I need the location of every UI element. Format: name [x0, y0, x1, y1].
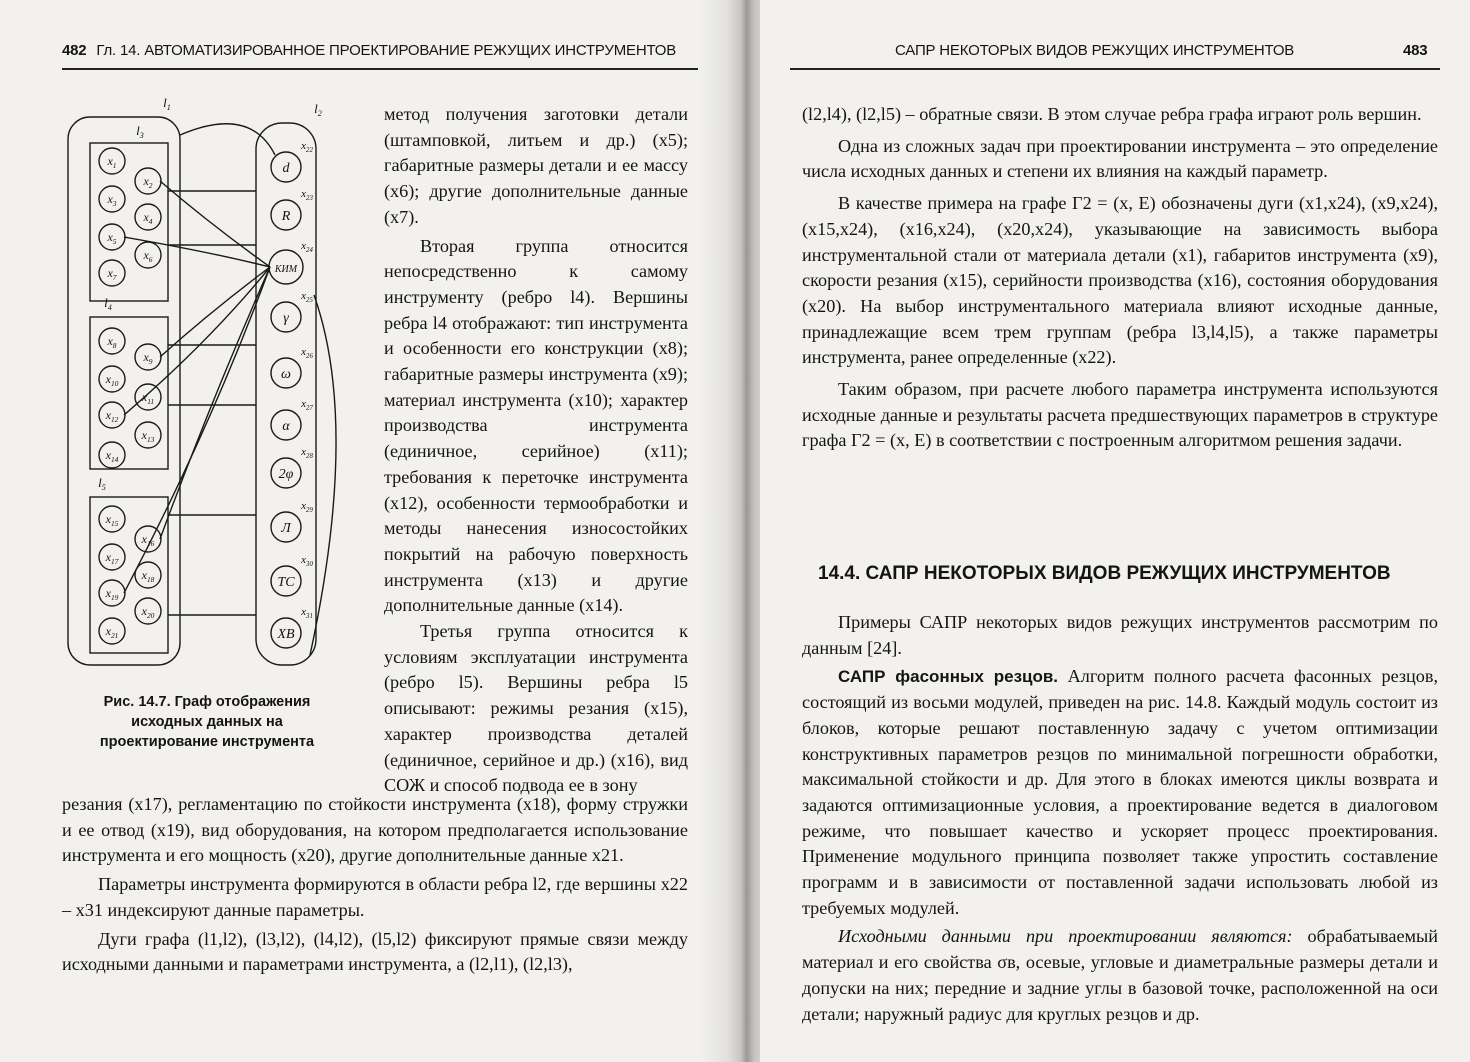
group-label-l2: $l_2$ [314, 101, 322, 118]
node-label-x15: $x_{15}$ [105, 512, 119, 528]
right-paragraph-4: Таким образом, при расчете любого параметра инструмента используются исходные данные и результаты расчета предшествующих параметров в структуре графа Г2 = (x, E) в соответствии с построенным алгоритмом решения задачи. [802, 379, 1438, 451]
edge-label-x25: $x_{25}$ [301, 290, 313, 304]
node-label-x14: $x_{14}$ [105, 448, 119, 464]
node-label-x19: $x_{19}$ [105, 586, 119, 602]
node-label-x3: $x_3$ [107, 192, 117, 208]
node-label-КИМ: КИМ [274, 264, 298, 275]
right-header-title: САПР НЕКОТОРЫХ ВИДОВ РЕЖУЩИХ ИНСТРУМЕНТОВ [895, 42, 1295, 59]
column-paragraph-3: Третья группа относится к условиям эксплуатации инструмента (ребро l5). Вершины ребра l5 описывают: режимы резания (x15), характер производства деталей (единичное, серийное и др.) (x16), вид СОЖ и способ подвода ее в зону [384, 621, 688, 796]
left-page-number: 482 [62, 42, 87, 59]
node-label-x17: $x_{17}$ [105, 550, 119, 566]
edge-label-x31: $x_{31}$ [301, 606, 313, 620]
node-label-x6: $x_6$ [143, 248, 153, 264]
left-running-head [62, 42, 676, 59]
node-label-x13: $x_{13}$ [141, 428, 155, 444]
node-label-x12: $x_{12}$ [105, 408, 119, 424]
edge-label-x22: $x_{22}$ [301, 140, 313, 154]
node-label-x8: $x_8$ [107, 334, 117, 350]
right-header-rule [790, 68, 1440, 70]
right-page-number: 483 [1403, 42, 1428, 59]
left-header-rule [62, 68, 698, 70]
group-label-l4: $l_4$ [104, 295, 112, 312]
edge-label-x23: $x_{23}$ [301, 188, 313, 202]
edge-label-x28: $x_{28}$ [301, 446, 313, 460]
node-label-ω: ω [281, 367, 291, 382]
edge-label-x24: $x_{24}$ [301, 240, 313, 254]
node-label-x16: $x_{16}$ [141, 532, 155, 548]
figure-14-7-graph [60, 95, 380, 675]
full-paragraph-2: Параметры инструмента формируются в области ребра l2, где вершины x22 – x31 индексируют данные параметры. [62, 874, 688, 920]
full-paragraph-3: Дуги графа (l1,l2), (l3,l2), (l4,l2), (l5,l2) фиксируют прямые связи между исходными данными и параметрами инструмента, а (l2,l1), (l2,l3), [62, 928, 688, 975]
right-paragraph-3: В качестве примера на графе Г2 = (x, E) обозначены дуги (x1,x24), (x9,x24), (x15,x24), (x16,x24), (x20,x24), указывающие на зависимость выбора инструментальной стали от материала детали (x1), габаритов инструмента (x9), скорости резания (x15), серийности производства (x16), состояния оборудования (x20). На выбор инструментального материала влияют исходные данные, принадлежащие всем трем группам (ребра l3,l4,l5), а также параметры инструмента, ранее определенные (x22). [802, 193, 1438, 368]
italic-lead: Исходными данными при проектировании являются: [838, 926, 1293, 947]
group-label-l1: $l_1$ [163, 95, 171, 112]
node-label-x9: $x_9$ [143, 350, 153, 366]
node-label-x10: $x_{10}$ [105, 372, 119, 388]
node-label-x4: $x_4$ [143, 210, 153, 226]
left-page [0, 0, 727, 1062]
left-column-text [384, 102, 688, 799]
right-paragraph-6 [802, 664, 1438, 921]
node-label-2φ: 2φ [278, 467, 294, 482]
right-page [760, 0, 1470, 1062]
group-label-l5: $l_5$ [98, 475, 106, 492]
feedback-arc-2 [310, 295, 336, 655]
node-label-α: α [282, 419, 290, 434]
right-paragraph-5: Примеры САПР некоторых видов режущих инструментов рассмотрим по данным [24]. [802, 612, 1438, 658]
node-label-x11: $x_{11}$ [141, 390, 155, 406]
edge-label-x29: $x_{29}$ [301, 500, 313, 514]
right-text-bottom [802, 610, 1438, 1027]
column-paragraph-1: метод получения заготовки детали (штамповкой, литьем и др.) (x5); габаритные размеры детали и ее массу (x6); другие дополнительные данные (x7). [384, 104, 688, 227]
section-heading: 14.4. САПР НЕКОТОРЫХ ВИДОВ РЕЖУЩИХ ИНСТРУМЕНТОВ [818, 563, 1391, 584]
node-label-x20: $x_{20}$ [141, 604, 155, 620]
full-paragraph-1: резания (x17), регламентацию по стойкости инструмента (x18), форму стружки и ее отвод (x19), вид оборудования, на котором предполагается использование инструмента и его мощность (x20), другие дополнительные данные x21. [62, 794, 688, 866]
node-label-x2: $x_2$ [143, 174, 153, 190]
node-label-x18: $x_{18}$ [141, 568, 155, 584]
node-label-x1: $x_1$ [107, 154, 117, 170]
node-label-x21: $x_{21}$ [105, 624, 119, 640]
group-label-l3: $l_3$ [136, 123, 144, 140]
left-full-width-text [62, 792, 688, 978]
right-text-top [802, 102, 1438, 454]
feedback-arc-1 [180, 124, 275, 155]
node-label-x7: $x_7$ [107, 266, 117, 282]
edge-label-x26: $x_{26}$ [301, 346, 313, 360]
right-paragraph-6-body: Алгоритм полного расчета фасонных резцов, состоящий из восьми модулей, приведен на рис. 14.8. Каждый модуль состоит из блоков, которые решают поставленную задачу с учетом оптимизации конструктивных параметров резцов по минимальной погрешности обработки, максимальной стойкости и др. Для этого в блоках имеются циклы возврата и задаются оптимизационные условия, а проектирование ведется в диалоговом режиме, что повышает качество и ускоряет процесс проектирования. Применение модульного принципа позволяет также упростить составление программ и в зависимости от поставленной задачи использовать любой из требуемых модулей. [802, 666, 1439, 918]
node-label-ТС: ТС [277, 575, 295, 590]
runin-heading: САПР фасонных резцов. [838, 667, 1059, 687]
edge-label-x27: $x_{27}$ [301, 398, 313, 412]
node-label-ХВ: ХВ [277, 627, 295, 642]
node-label-x5: $x_5$ [107, 230, 117, 246]
right-paragraph-2: Одна из сложных задач при проектировании инструмента – это определение числа исходных данных и степени их влияния на каждый параметр. [802, 135, 1438, 182]
edge-label-x30: $x_{30}$ [301, 554, 313, 568]
node-label-Л: Л [281, 521, 291, 536]
figure-caption: Рис. 14.7. Граф отображения исходных данных на проектирование инструмента [99, 694, 315, 750]
node-label-d: d [282, 161, 290, 176]
node-label-γ: γ [283, 311, 289, 326]
node-label-R: R [281, 209, 291, 224]
left-header-title: Гл. 14. АВТОМАТИЗИРОВАННОЕ ПРОЕКТИРОВАНИЕ РЕЖУЩИХ ИНСТРУМЕНТОВ [96, 42, 677, 59]
right-paragraph-7-body: обрабатываемый материал и его свойства σв, осевые, угловые и диаметральные размеры детали и допуски на них; передние и задние углы в базовой точке, расположенной на оси детали; наружный радиус для круглых резцов и др. [802, 926, 1439, 1024]
right-paragraph-1: (l2,l4), (l2,l5) – обратные связи. В этом случае ребра графа играют роль вершин. [802, 104, 1422, 124]
right-paragraph-7 [802, 924, 1438, 1027]
column-paragraph-2: Вторая группа относится непосредственно к самому инструменту (ребро l4). Вершины ребра l4 отображают: тип инструмента и особенности его конструкции (x8); габаритные размеры инструмента (x9); материал инструмента (x10); характер производства инструмента (единичное, серийное) (x11); требования к переточке инструмента (x12), особенности термообработки и методы нанесения износостойких покрытий на рабочую поверхность инструмента (x13) и другие дополнительные данные (x14). [384, 235, 688, 616]
